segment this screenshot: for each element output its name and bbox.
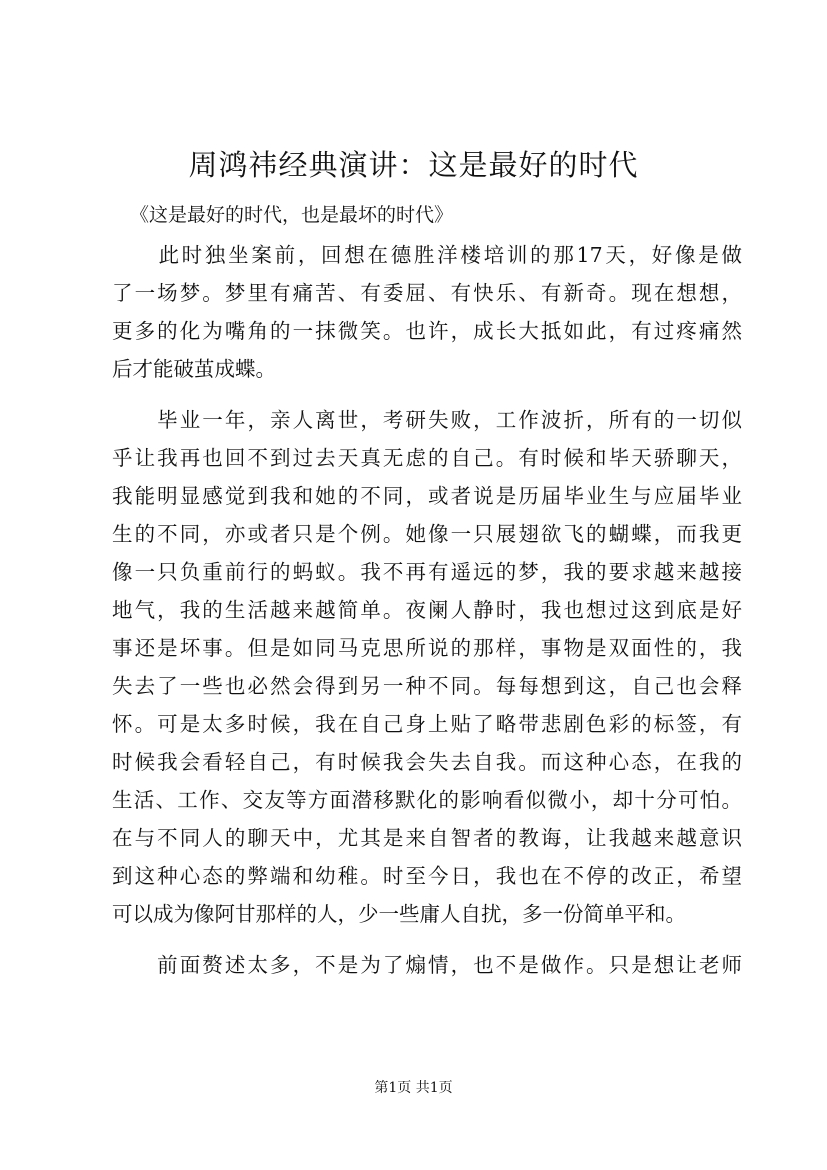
body-line: 可以成为像阿甘那样的人，少一些庸人自扰，多一份简单平和。 [112,902,686,926]
body-line: 此时独坐案前，回想在德胜洋楼培训的那17天，好像是做 [112,243,742,267]
body-line: 到这种心态的弊端和幼稚。时至今日，我也在不停的改正，希望 [112,864,742,888]
body-line: 地气，我的生活越来越简单。夜阑人静时，我也想过这到底是好 [112,598,742,622]
document-subtitle: 《这是最好的时代，也是最坏的时代》 [130,204,454,226]
page-number: 第1页 共1页 [374,1080,453,1096]
body-line: 了一场梦。梦里有痛苦、有委屈、有快乐、有新奇。现在想想， [112,281,742,305]
body-line: 事还是坏事。但是如同马克思所说的那样，事物是双面性的，我 [112,636,742,660]
body-line: 在与不同人的聊天中，尤其是来自智者的教诲，让我越来越意识 [112,826,742,850]
body-line: 更多的化为嘴角的一抹微笑。也许，成长大抵如此，有过疼痛然 [112,319,742,343]
body-line: 前面赘述太多，不是为了煽情，也不是做作。只是想让老师 [112,953,742,977]
body-line: 后才能破茧成蝶。 [112,357,276,381]
body-line: 我能明显感觉到我和她的不同，或者说是历届毕业生与应届毕业 [112,484,742,508]
body-line: 失去了一些也必然会得到另一种不同。每每想到这，自己也会释 [112,674,742,698]
body-line: 乎让我再也回不到过去天真无虑的自己。有时候和毕天骄聊天， [112,446,742,470]
body-line: 时候我会看轻自己，有时候我会失去自我。而这种心态，在我的 [112,750,742,774]
body-line: 生的不同，亦或者只是个例。她像一只展翅欲飞的蝴蝶，而我更 [112,522,742,546]
body-line: 毕业一年，亲人离世，考研失败，工作波折，所有的一切似 [112,408,742,432]
document-title: 周鸿祎经典演讲：这是最好的时代 [188,148,639,182]
body-line: 生活、工作、交友等方面潜移默化的影响看似微小，却十分可怕。 [112,788,742,812]
body-line: 像一只负重前行的蚂蚁。我不再有遥远的梦，我的要求越来越接 [112,560,742,584]
body-line: 怀。可是太多时候，我在自己身上贴了略带悲剧色彩的标签，有 [112,712,742,736]
